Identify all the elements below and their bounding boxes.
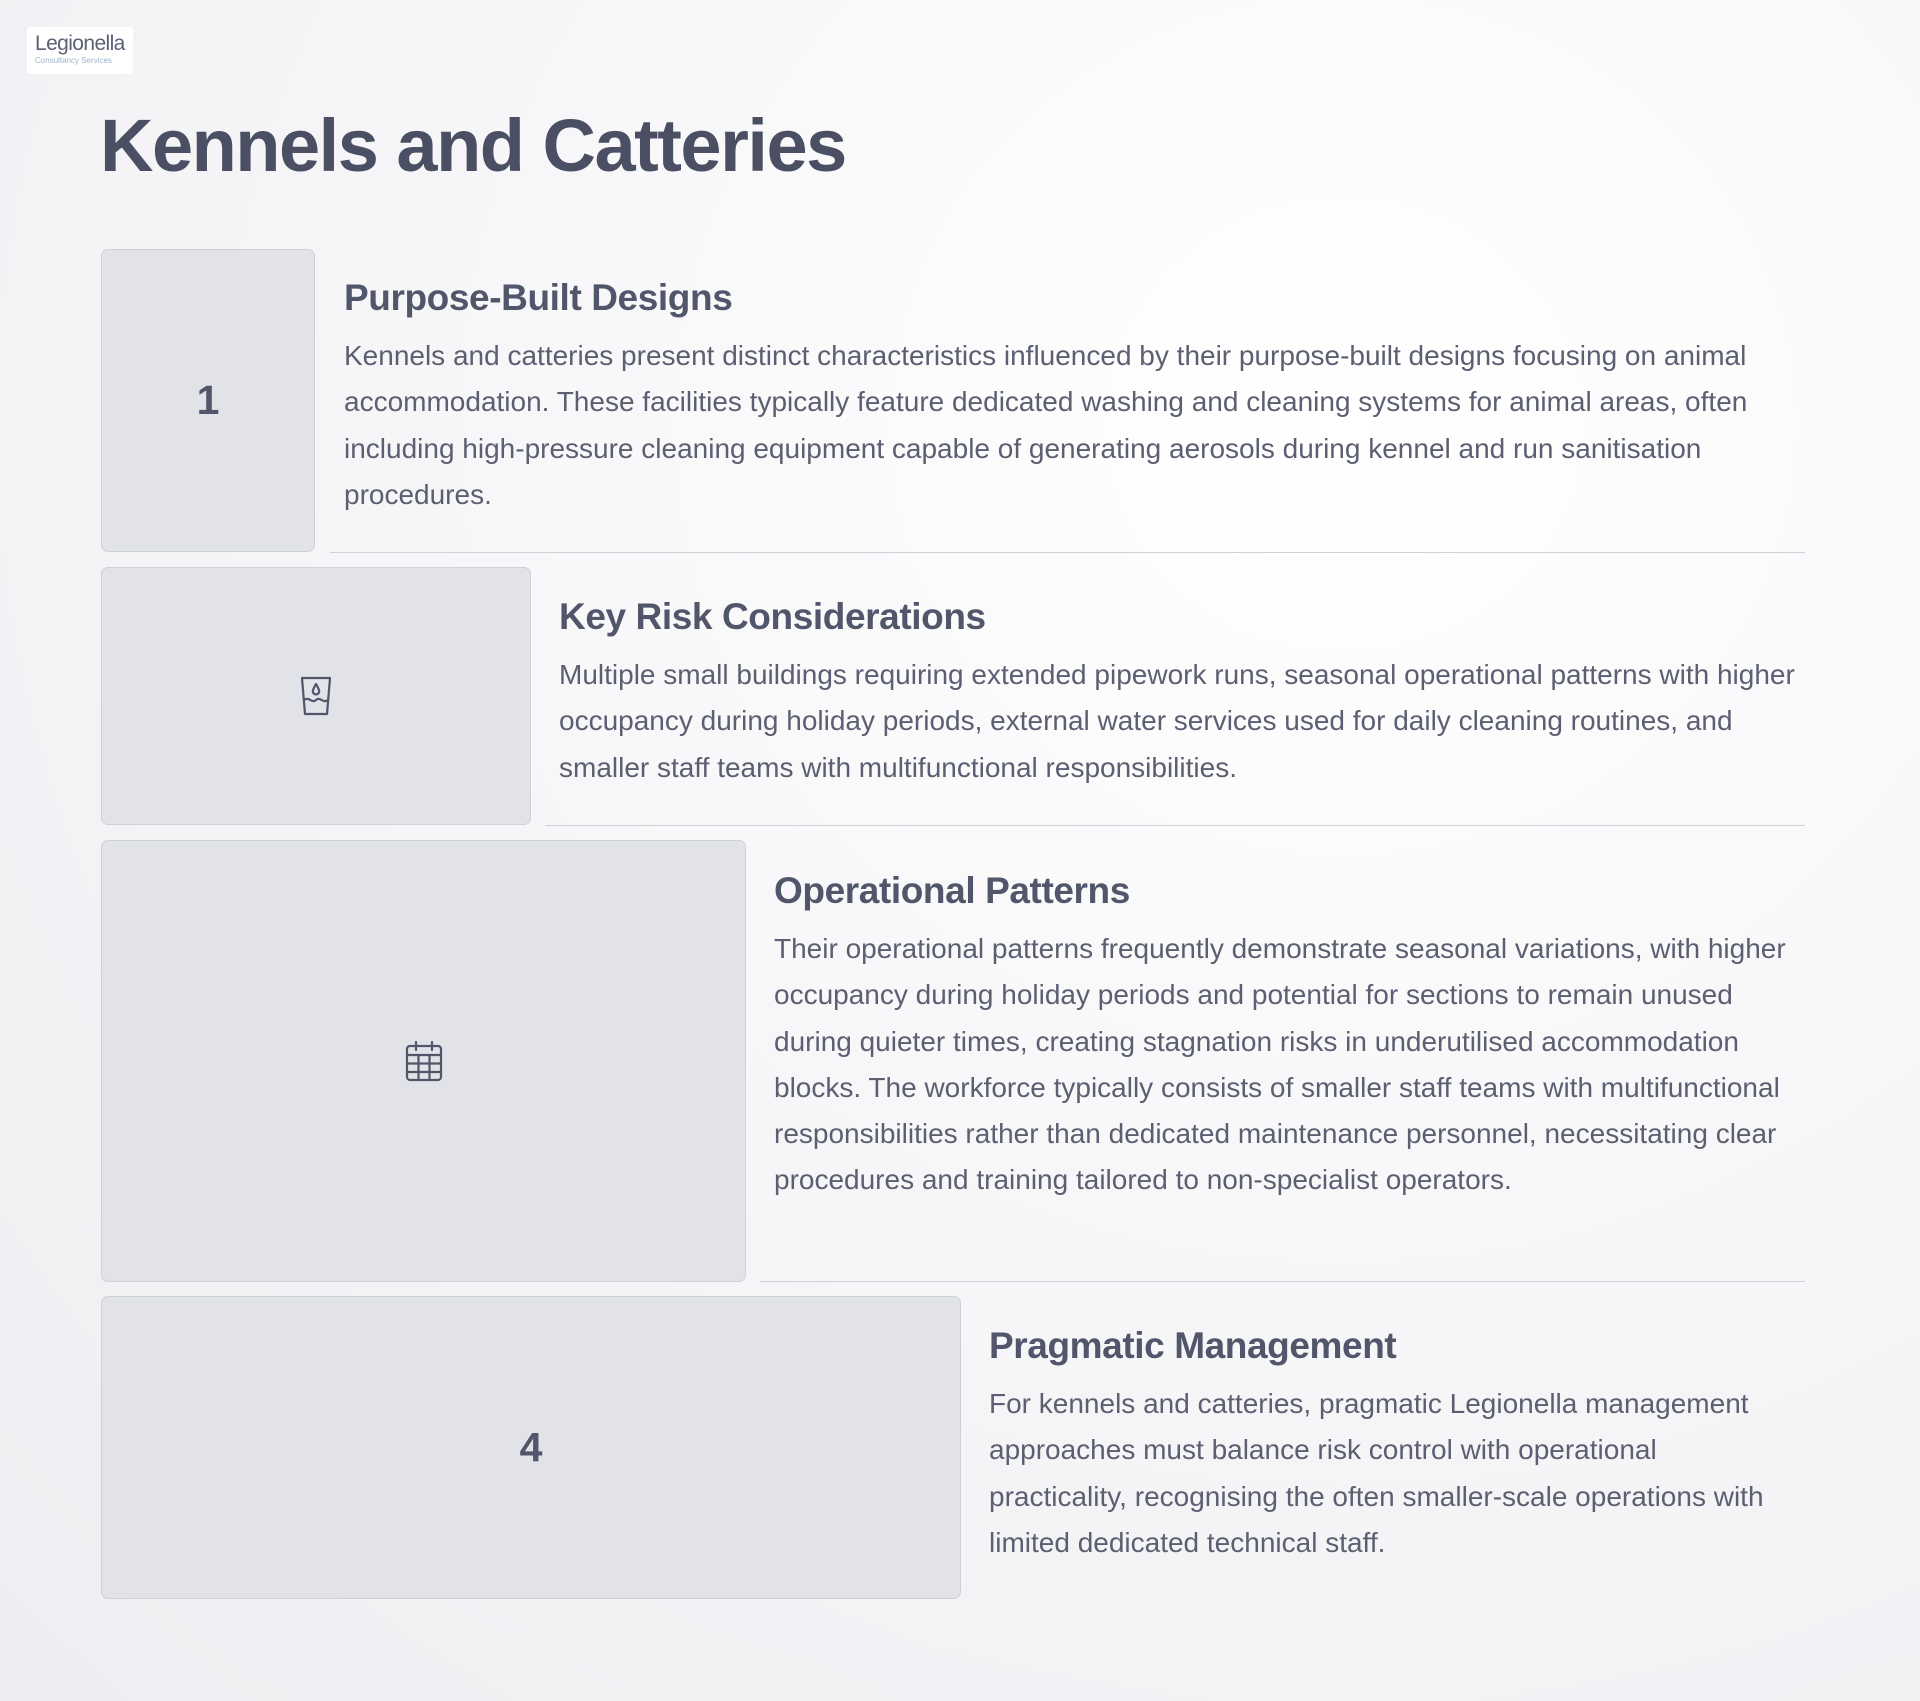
step-1-text: Kennels and catteries present distinct characteristics influenced by their purpose-built designs focusing on animal accommodation. These facilities typically feature dedicated washing and cleaning systems for animal areas, often including high-pressure cleaning equipment capable of generating aerosols during kennel and run sanitisation procedures. [344, 340, 1748, 510]
step-1-divider [330, 552, 1805, 553]
company-logo [27, 27, 133, 74]
step-4-marker-card [101, 1296, 961, 1599]
logo-tagline: Consultancy Services [35, 56, 112, 65]
step-1-title: Purpose-Built Designs [344, 277, 733, 318]
step-3-marker-card [101, 840, 746, 1282]
page-title: Kennels and Catteries [100, 104, 846, 187]
step-4-title: Pragmatic Management [989, 1325, 1397, 1366]
step-2-text: Multiple small buildings requiring extended pipework runs, seasonal operational patterns with higher occupancy during holiday periods, external water services used for daily cleaning routines, and smaller staff teams with multifunctional responsibilities. [559, 659, 1795, 783]
step-4-content [989, 1323, 1799, 1566]
step-1-number: 1 [196, 377, 220, 423]
water-glass-icon [299, 675, 333, 717]
step-4-text: For kennels and catteries, pragmatic Legionella management approaches must balance risk control with operational practicality, recognising the often smaller-scale operations with limited dedicated technical staff. [989, 1388, 1764, 1558]
calendar-icon [405, 1040, 443, 1082]
step-2-content [559, 594, 1799, 791]
logo-name: Legionella [35, 32, 125, 55]
step-4-number: 4 [519, 1424, 543, 1470]
step-1-content [344, 275, 1794, 518]
step-1-marker-card [101, 249, 315, 552]
step-2-marker-card [101, 567, 531, 825]
step-3-content [774, 868, 1799, 1204]
step-3-title: Operational Patterns [774, 870, 1130, 911]
step-3-text: Their operational patterns frequently demonstrate seasonal variations, with higher occupancy during holiday periods and potential for sections to remain unused during quieter times, creating stagnation risks in underutilised accommodation blocks. The workforce typically consists of smaller staff teams with multifunctional responsibilities rather than dedicated maintenance personnel, necessitating clear procedures and training tailored to non-specialist operators. [774, 933, 1786, 1196]
step-2-divider [545, 825, 1805, 826]
step-3-divider [760, 1281, 1805, 1282]
step-2-title: Key Risk Considerations [559, 596, 986, 637]
